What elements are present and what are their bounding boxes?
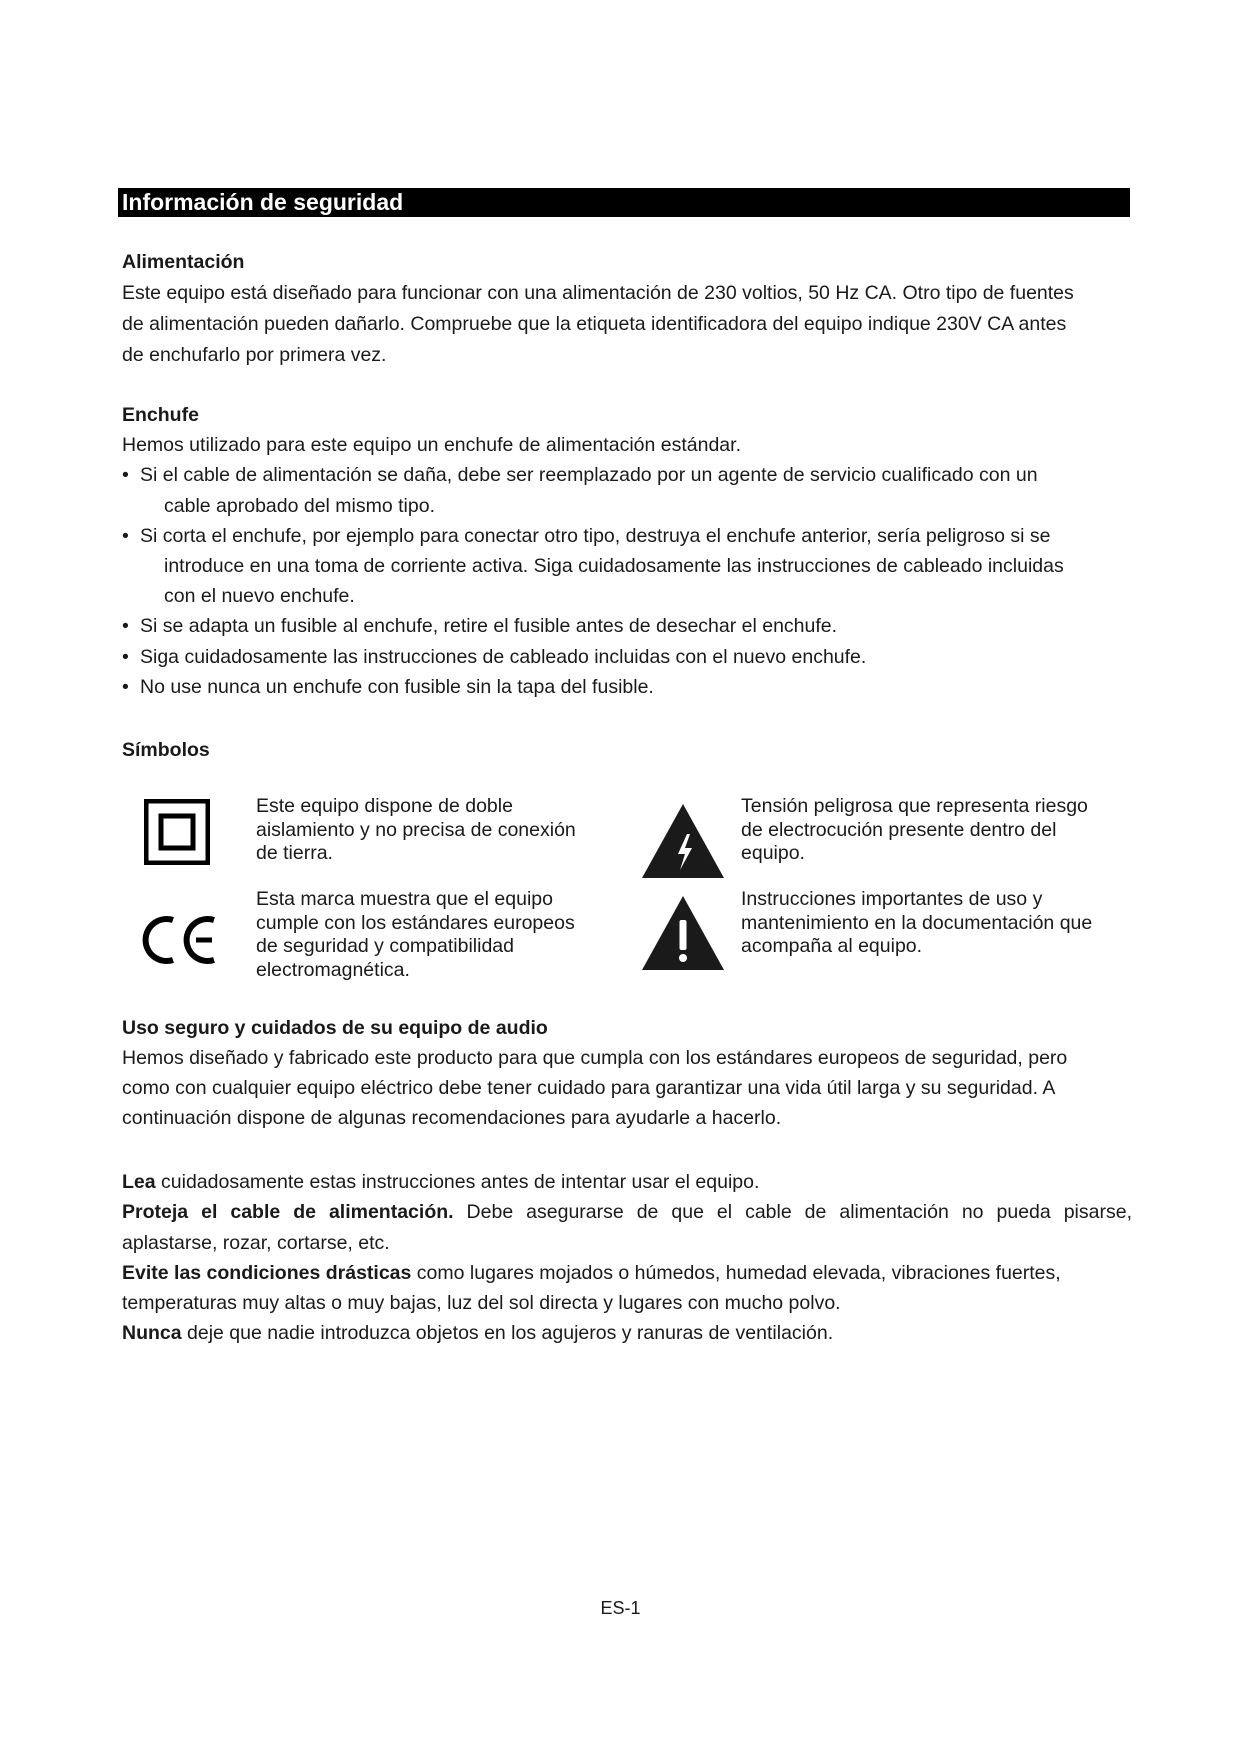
paragraph-line: de alimentación pueden dañarlo. Compruebe que la etiqueta identificadora del equipo indique 230V CA antes [122,313,1067,335]
heading-simbolos: Símbolos [122,739,210,761]
bullet-dot: • [122,615,129,638]
bullet-dot: • [122,524,129,547]
list-item: • Si se adapta un fusible al enchufe, retire el fusible antes de desechar el enchufe. [122,611,1132,641]
list-item: • Siga cuidadosamente las instrucciones de cableado incluidas con el nuevo enchufe. [122,642,1132,672]
heading-simbolos-wrap [122,735,1132,766]
section-enchufe [122,400,1132,702]
paragraph-line: Este equipo está diseñado para funcionar con una alimentación de 230 voltios, 50 Hz CA. Otro tipo de fuentes [122,282,1074,304]
bullet-dot: • [122,464,129,487]
symbol-description: Este equipo dispone de doble aislamiento y no precisa de conexión de tierra. [256,795,576,864]
section-recomendaciones [122,1167,1132,1349]
paragraph-line: Hemos diseñado y fabricado este producto para que cumpla con los estándares europeos de seguridad, pero [122,1047,1068,1069]
enchufe-intro: Hemos utilizado para este equipo un enchufe de alimentación estándar. [122,434,741,457]
recommendation-proteja-cont: aplastarse, rozar, cortarse, etc. [122,1231,390,1254]
heading-uso-seguro: Uso seguro y cuidados de su equipo de audio [122,1017,548,1039]
paragraph-line: continuación dispone de algunas recomendaciones para ayudarle a hacerlo. [122,1107,782,1129]
section-uso-seguro [122,1013,1132,1133]
list-item: • Si corta el enchufe, por ejemplo para conectar otro tipo, destruya el enchufe anterior, sería peligroso si se introduce en una toma de corriente activa. Siga cuidadosamente las instrucciones de cableado incluidas con el nuevo enchufe. [122,521,1132,612]
enchufe-bullet-list [122,460,1132,702]
recommendation-evite-cont: temperaturas muy altas o muy bajas, luz del sol directa y lugares con mucho polvo. [122,1292,841,1315]
recommendation-nunca: Nunca deje que nadie introduzca objetos en los agujeros y ranuras de ventilación. [122,1322,834,1345]
list-item: • Si el cable de alimentación se daña, debe ser reemplazado por un agente de servicio cualificado con un cable aprobado del mismo tipo. [122,460,1132,520]
exclamation-warning-icon [640,894,726,972]
electric-hazard-warning-icon [640,802,726,880]
recommendation-lea: Lea cuidadosamente estas instrucciones antes de intentar usar el equipo. [122,1171,760,1193]
section-alimentacion [122,247,1132,371]
paragraph-line: como con cualquier equipo eléctrico debe tener cuidado para garantizar una vida útil larga y su seguridad. A [122,1077,1056,1099]
ce-mark-icon [140,912,218,968]
recommendation-proteja: Proteja el cable de alimentación. Debe asegurarse de que el cable de alimentación no pueda pisarse, [122,1201,1132,1224]
page-number: ES-1 [600,1598,641,1618]
symbol-description: Tensión peligrosa que representa riesgo de electrocución presente dentro del equipo. [741,795,1088,864]
symbol-description: Instrucciones importantes de uso y mantenimiento en la documentación que acompaña al equipo. [741,888,1093,957]
heading-enchufe: Enchufe [122,404,199,426]
recommendation-evite: Evite las condiciones drásticas como lugares mojados o húmedos, humedad elevada, vibraciones fuertes, [122,1261,1061,1284]
double-insulation-icon [144,799,210,865]
paragraph-line: de enchufarlo por primera vez. [122,344,387,366]
bullet-dot: • [122,675,129,698]
symbol-description: Esta marca muestra que el equipo cumple con los estándares europeos de seguridad y compatibilidad electromagnética. [256,888,575,981]
list-item: • No use nunca un enchufe con fusible sin la tapa del fusible. [122,672,1132,702]
bullet-dot: • [122,645,129,668]
heading-alimentacion: Alimentación [122,251,245,273]
section-title-bar: Información de seguridad [118,188,1130,217]
